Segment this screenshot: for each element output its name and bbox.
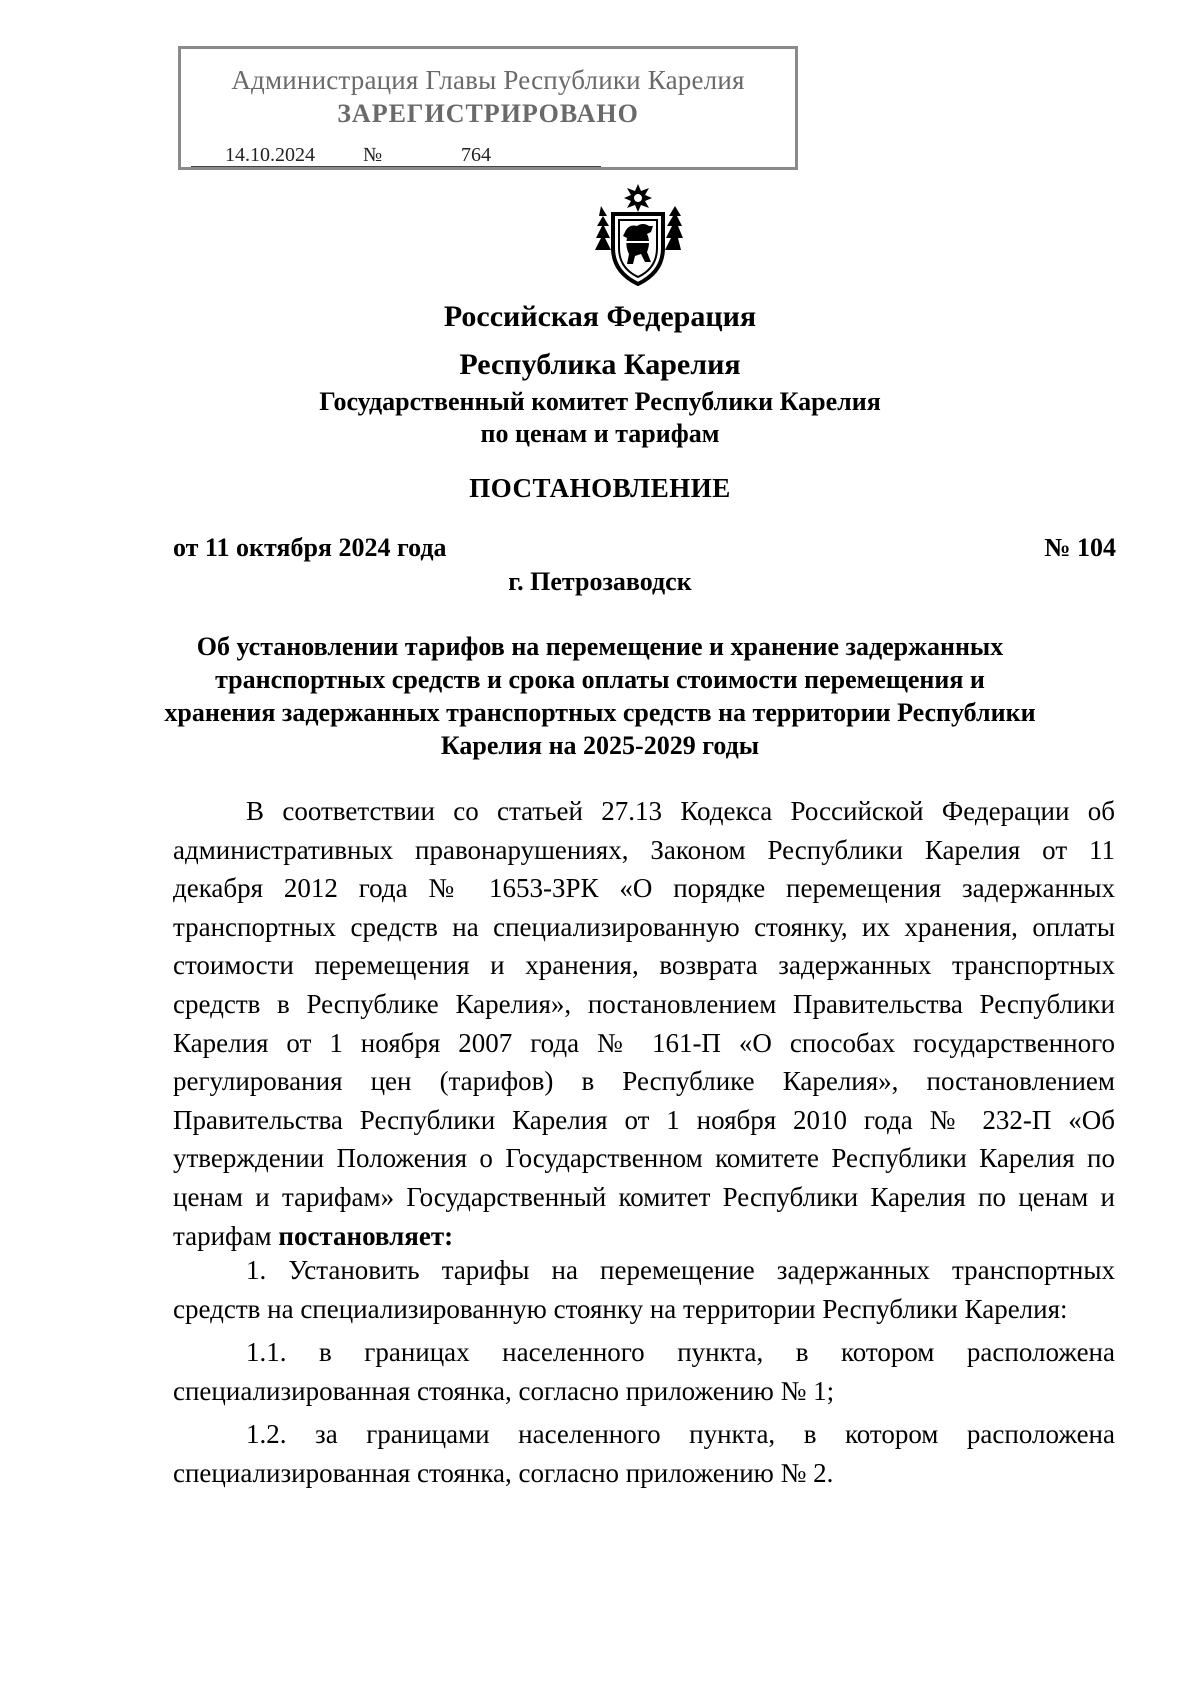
- document-title: Об установлении тарифов на перемещение и хранение задержанных транспортных средств и срока оплаты стоимости перемещения и хранения задержанных транспортных средств на территории Республики Карелия на 2025-2029 годы: [164, 632, 1036, 760]
- committee-title-line1: Государственный комитет Республики Карелия: [319, 387, 881, 416]
- stamp-authority: Администрация Главы Республики Карелия: [231, 65, 745, 95]
- item-1: 1. Установить тарифы на перемещение задержанных транспортных средств на специализированную стоянку на территории Республики Карелия:: [173, 1255, 1115, 1324]
- preamble-text: В соответствии со статьей 27.13 Кодекса Российской Федерации об административных правонарушениях, Законом Республики Карелия от 11 декабря 2012 года № 1653-ЗРК «О порядке перемещения задержанных транспортных средств на специализированную стоянку, их хранения, оплаты стоимости перемещения и хранения, возврата задержанных транспортных средств в Республике Карелия», постановлением Правительства Республики Карелия от 1 ноября 2007 года № 161-П «О способах государственного регулирования цен (тарифов) в Республике Карелия», постановлением Правительства Республики Карелия от 1 ноября 2010 года № 232-П «Об утверждении Положения о Государственном комитете Республики Карелия по ценам и тарифам» Государственный комитет Республики Карелия по ценам и тарифам: [173, 796, 1115, 1251]
- item-1-1: 1.1. в границах населенного пункта, в котором расположена специализированная стоянка, согласно приложению № 1;: [173, 1337, 1115, 1406]
- document-number: № 104: [1044, 533, 1116, 562]
- republic-title: Республика Карелия: [459, 348, 741, 381]
- stamp-registered: ЗАРЕГИСТРИРОВАНО: [337, 99, 639, 128]
- registration-stamp: [178, 46, 798, 170]
- preamble-resolves: постановляет:: [278, 1220, 454, 1251]
- committee-title-line2: по ценам и тарифам: [480, 419, 720, 448]
- stamp-number: 764: [461, 144, 491, 166]
- document-date: от 11 октября 2024 года: [173, 533, 447, 562]
- document-city: г. Петрозаводск: [508, 567, 692, 596]
- stamp-date: 14.10.2024: [225, 144, 315, 166]
- item-1-2: 1.2. за границами населенного пункта, в котором расположена специализированная стоянка, согласно приложению № 2.: [173, 1419, 1115, 1488]
- karelia-coat-of-arms-icon: [593, 182, 683, 286]
- document-type: ПОСТАНОВЛЕНИЕ: [469, 473, 731, 503]
- stamp-fields: [191, 144, 601, 170]
- preamble-paragraph: [173, 792, 1115, 1255]
- country-title: Российская Федерация: [443, 300, 757, 333]
- stamp-number-label: №: [363, 144, 383, 166]
